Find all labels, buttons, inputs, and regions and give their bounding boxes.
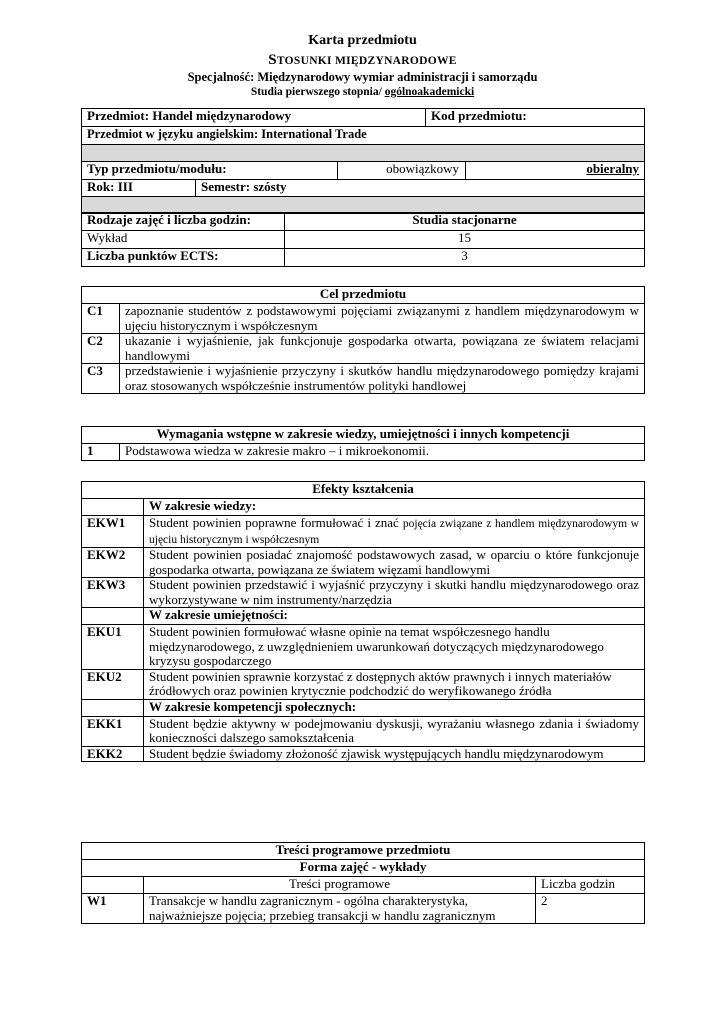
ects-label: Liczba punktów ECTS:: [82, 249, 285, 267]
ects-value: 3: [285, 249, 645, 267]
goal-row: [82, 304, 645, 334]
subject-cell: Przedmiot: Handel międzynarodowy: [82, 109, 426, 127]
year-cell: Rok: III: [82, 180, 196, 197]
column-hours-header: Liczba godzin: [536, 877, 645, 894]
type-value-mandatory: [338, 162, 466, 180]
outcome-text: Student będzie świadomy złożoność zjawisk występujących handlu międzynarodowym: [144, 746, 645, 762]
study-profile: ogólnoakademicki: [384, 86, 475, 98]
outcome-text-part: Student powinien poprawne formułować i znać: [149, 515, 403, 530]
type-value-elective-text: obieralny: [586, 161, 640, 176]
subject-initial: S: [268, 52, 277, 68]
goals-title: Cel przedmiotu: [82, 287, 645, 304]
knowledge-label: W zakresie wiedzy:: [144, 499, 645, 516]
outcome-code: EKU2: [82, 669, 144, 699]
goals-table: [81, 286, 645, 394]
program-form: Forma zajęć - wykłady: [82, 860, 645, 877]
program-code: W1: [82, 894, 144, 924]
subject-en-cell: [82, 127, 645, 145]
outcome-text: Student będzie aktywny w podejmowaniu dyskusji, wyrażaniu własnego zdania i świadomy konieczności dalszego samokształcenia: [144, 716, 645, 746]
empty-cell: [82, 608, 144, 625]
document-title: Karta przedmiotu: [308, 33, 417, 48]
goal-text: przedstawienie i wyjaśnienie przyczyny i skutków handlu międzynarodowego pomiędzy krajami oraz stosowanych współcześnie instrumentów polityki handlowej: [120, 364, 645, 394]
study-level: [0, 86, 725, 98]
social-label: W zakresie kompetencji społecznych:: [144, 699, 645, 716]
program-text: Transakcje w handlu zagranicznym - ogólna charakterystyka, najważniejsze pojęcia; przebieg transakcji w handlu zagranicznym: [144, 894, 536, 924]
lecture-label: Wykład: [82, 231, 285, 249]
hours-table: [81, 212, 645, 267]
lecture-hours: 15: [285, 231, 645, 249]
skills-label: W zakresie umiejętności:: [144, 608, 645, 625]
type-label: Typ przedmiotu/modułu:: [82, 162, 338, 180]
outcome-text: Student powinien formułować własne opinie na temat współczesnego handlu międzynarodowego, z uwzględnieniem uwarunkowań dotyczących międzynarodowego kryzysu gospodarczego: [144, 625, 645, 670]
goal-text: ukazanie i wyjaśnienie, jak funkcjonuje gospodarka otwarta, powiązana ze światem relacjami handlowymi: [120, 334, 645, 364]
outcome-row: [82, 625, 645, 670]
program-table: [81, 842, 645, 924]
outcomes-title: Efekty kształcenia: [82, 482, 645, 499]
outcome-code: EKU1: [82, 625, 144, 670]
study-level-prefix: Studia pierwszego stopnia/: [250, 86, 385, 98]
empty-cell: [82, 499, 144, 516]
goal-row: [82, 364, 645, 394]
outcome-text: Student powinien przedstawić i wyjaśnić przyczyny i skutki handlu międzynarodowego oraz wykorzystywane w nim instrumenty/narzędzia: [144, 578, 645, 608]
outcome-text: Student powinien posiadać znajomość podstawowych zasad, w oparciu o które funkcjonuje gospodarka otwarta, powiązana ze światem więzami handlowymi: [144, 548, 645, 578]
prerequisite-text: Podstawowa wiedza w zakresie makro – i mikroekonomii.: [120, 444, 645, 461]
program-title: Treści programowe przedmiotu: [82, 843, 645, 860]
goal-code: C3: [82, 364, 120, 394]
gray-separator: [82, 197, 645, 214]
outcome-code: EKK2: [82, 746, 144, 762]
outcome-code: EKW1: [82, 516, 144, 548]
outcome-text: Student powinien sprawnie korzystać z dostępnych aktów prawnych i innych materiałów źródłowych oraz powinien krytycznie podchodzić do weryfikowanego źródła: [144, 669, 645, 699]
subject-rest: TOSUNKI MIĘDZYNARODOWE: [276, 55, 457, 67]
program-row: [82, 894, 645, 924]
code-label: Kod przedmiotu:: [426, 109, 645, 127]
outcome-code: EKK1: [82, 716, 144, 746]
outcome-code: EKW3: [82, 578, 144, 608]
gray-separator: [82, 145, 645, 162]
semester-cell: Semestr: szósty: [196, 180, 645, 197]
type-value-mandatory-text: obowiązkowy: [386, 161, 460, 176]
program-hours: 2: [536, 894, 645, 924]
subject-en: Przedmiot w języku angielskim: International Trade: [87, 127, 367, 141]
outcome-row: [82, 516, 645, 548]
outcome-text: [144, 516, 645, 548]
specialization: Specjalność: Międzynarodowy wymiar administracji i samorządu: [187, 70, 538, 84]
subject-name: [0, 52, 725, 69]
type-value-elective: [466, 162, 645, 180]
goal-row: [82, 334, 645, 364]
outcome-row: [82, 548, 645, 578]
column-content-header: Treści programowe: [144, 877, 536, 894]
empty-cell: [82, 699, 144, 716]
outcome-text-part-small: pojęcia związane z handlem międzynarodowym w ujęciu historycznym i współczesnym: [149, 518, 639, 546]
outcome-row: [82, 716, 645, 746]
prerequisites-title: Wymagania wstępne w zakresie wiedzy, umiejętności i innych kompetencji: [82, 427, 645, 444]
hours-header-value: Studia stacjonarne: [285, 213, 645, 231]
outcome-row: [82, 669, 645, 699]
prerequisites-table: [81, 426, 645, 461]
goal-code: C1: [82, 304, 120, 334]
outcome-row: [82, 746, 645, 762]
goal-text: zapoznanie studentów z podstawowymi pojęciami związanymi z handlem międzynarodowym w ujęciu historycznym i współczesnym: [120, 304, 645, 334]
prerequisite-row: [82, 444, 645, 461]
outcomes-table: [81, 481, 645, 762]
hours-header-label: Rodzaje zajęć i liczba godzin:: [82, 213, 285, 231]
empty-cell: [82, 877, 144, 894]
outcome-row: [82, 578, 645, 608]
outcome-code: EKW2: [82, 548, 144, 578]
subject-info-table: [81, 108, 645, 214]
goal-code: C2: [82, 334, 120, 364]
prerequisite-code: 1: [82, 444, 120, 461]
